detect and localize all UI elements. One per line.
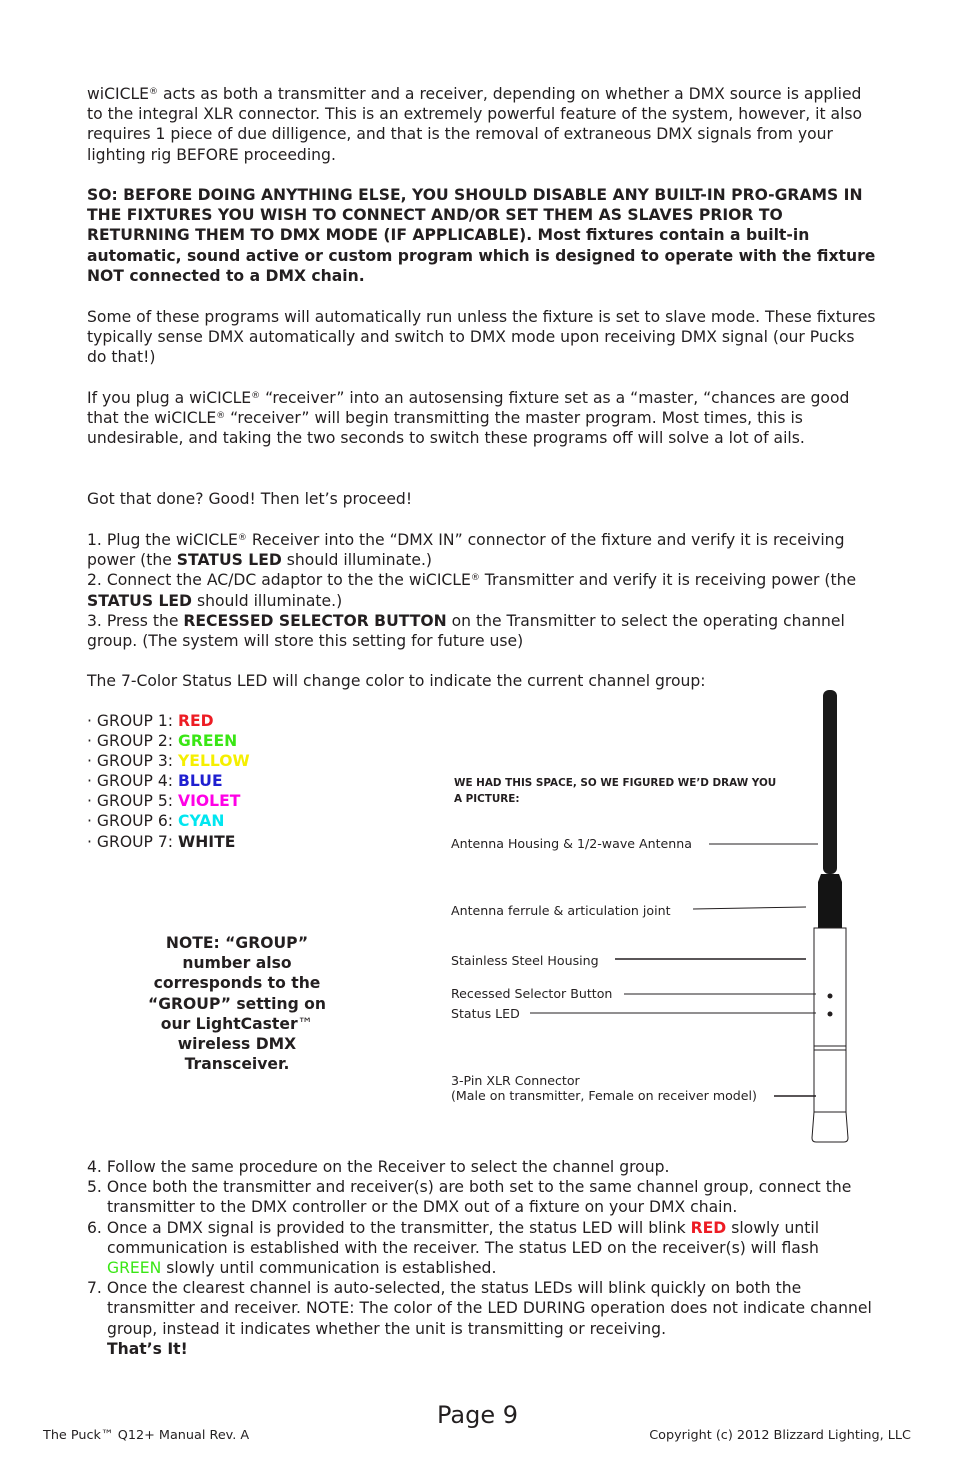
step-3-button-name: RECESSED SELECTOR BUTTON: [183, 611, 447, 630]
registered-mark: ®: [251, 391, 261, 401]
group-color: YELLOW: [178, 752, 250, 770]
group-color: VIOLET: [178, 792, 241, 810]
selector-button-dot: [828, 994, 833, 999]
step-1-text-a: 1. Plug the wiCICLE: [87, 531, 238, 549]
intro-text: acts as both a transmitter and a receiver, depending on whether a DMX source is applied to the integral XLR connector. This is an extremely powerful feature of the system, however, it also requires 1 piece of due dilligence, and that is the removal of extraneous DMX signals from your lighting rig BEFORE proceeding.: [87, 85, 863, 164]
status-led-dot: [828, 1012, 833, 1017]
step-5: 5. Once both the transmitter and receiver(s) are both set to the same channel group, connect the transmitter to the DMX controller or the DMX out of a fixture on your DMX chain.: [87, 1178, 852, 1217]
ferrule-shape: [818, 874, 842, 928]
group-color: BLUE: [178, 772, 223, 790]
callout-xlr-1: 3-Pin XLR Connector: [451, 1073, 580, 1088]
step-2-text-d: should illuminate.): [192, 591, 343, 610]
callout-status-led: Status LED: [451, 1006, 520, 1021]
leader-line-ferrule: [693, 907, 806, 909]
group-label: · GROUP 3:: [87, 752, 179, 770]
footer-left: The Puck™ Q12+ Manual Rev. A: [43, 1428, 250, 1443]
group-label: · GROUP 1:: [87, 712, 179, 730]
proceed-line: Got that done? Good! Then let’s proceed!: [87, 490, 413, 508]
note-text-a: NOTE: “GROUP” number also corresponds to the “GROUP” setting on our LightCaster: [148, 934, 326, 1033]
housing-shape: [814, 928, 846, 1112]
master-text-b: “receiver” into an autosensing fixture set as a “master, “chances are good that the wiCICLE: [87, 389, 850, 428]
group-color: GREEN: [178, 732, 238, 750]
group-label: · GROUP 6:: [87, 812, 179, 830]
footer-right: Copyright (c) 2012 Blizzard Lighting, LLC: [649, 1428, 911, 1443]
step-1-status-led: STATUS LED: [176, 551, 282, 570]
group-label: · GROUP 5:: [87, 792, 179, 810]
step-7: [87, 1278, 877, 1359]
trademark-mark: ™: [297, 1014, 314, 1033]
callout-housing: Stainless Steel Housing: [451, 953, 599, 968]
callout-ferrule: Antenna ferrule & articulation joint: [451, 903, 671, 918]
antenna-shape: [823, 690, 837, 874]
group-label: · GROUP 7:: [87, 833, 179, 851]
master-text-c: “receiver” will begin transmitting the master program. Most times, this is undesirable, and taking the two seconds to switch these programs off will solve a lot of ails.: [87, 409, 805, 448]
registered-mark: ®: [216, 411, 226, 422]
brand-name: wiCICLE: [87, 85, 150, 103]
group-label: · GROUP 4:: [87, 772, 179, 790]
step-3-text-c: on the Transmitter to select the operating channel group. (The system will store this setting for future use): [87, 611, 845, 651]
page-number: Page 9: [437, 1401, 518, 1429]
group-color: RED: [178, 712, 214, 730]
registered-mark: ®: [237, 533, 247, 543]
step-6-red: RED: [690, 1218, 727, 1237]
callout-xlr-2: (Male on transmitter, Female on receiver model): [451, 1088, 757, 1103]
group-color: CYAN: [178, 812, 225, 830]
step-6: [87, 1218, 877, 1279]
registered-mark: ®: [149, 87, 159, 97]
warning-paragraph: SO: BEFORE DOING ANYTHING ELSE, YOU SHOULD DISABLE ANY BUILT-IN PRO-GRAMS IN THE FIXTURES YOU WISH TO CONNECT AND/OR SET THEM AS SLAVES PRIOR TO RETURNING THEM TO DMX MODE (IF APPLICABLE). Most fixtures contain a built-in automatic, sound active or custom program which is designed to operate with the fixture NOT connected to a DMX chain.: [87, 186, 876, 285]
master-text-a: If you plug a wiCICLE: [87, 389, 252, 407]
group-color: WHITE: [178, 833, 236, 851]
step-6-text-b: slowly until communication is established with the receiver. The status LED on the receiver(s) will flash: [107, 1218, 820, 1257]
step-4: 4. Follow the same procedure on the Receiver to select the channel group.: [87, 1158, 670, 1176]
thats-it: That’s It!: [107, 1339, 188, 1358]
step-6-text-a: 6. Once a DMX signal is provided to the transmitter, the status LED will blink: [87, 1218, 691, 1237]
step-6-green: GREEN: [107, 1259, 162, 1278]
step-2-text-b: Transmitter and verify it is receiving power (the: [479, 571, 857, 590]
step-2-status-led: STATUS LED: [87, 591, 193, 610]
slave-mode-paragraph: Some of these programs will automatically run unless the fixture is set to slave mode. These fixtures typically sense DMX automatically and switch to DMX mode upon receiving DMX signal (our Pucks do that!): [87, 308, 876, 367]
steps-4-7: [87, 1157, 877, 1359]
callout-antenna: Antenna Housing & 1/2-wave Antenna: [451, 836, 692, 851]
step-7-text: 7. Once the clearest channel is auto-selected, the status LEDs will blink quickly on both the transmitter and receiver. NOTE: The color of the LED DURING operation does not indicate channel group, instead it indicates whether the unit is transmitting or receiving.: [87, 1279, 872, 1338]
group-label: · GROUP 2:: [87, 732, 179, 750]
step-1-text-d: should illuminate.): [281, 551, 432, 570]
step-1-text-b: Receiver into the “DMX IN” connector of the fixture and verify it is receiving power (the: [87, 531, 845, 570]
step-2-text-a: 2. Connect the AC/DC adaptor to the the wiCICLE: [87, 571, 471, 590]
diagram-heading: WE HAD THIS SPACE, SO WE FIGURED WE’D DRAW YOU A PICTURE:: [454, 777, 777, 805]
step-6-text-c: slowly until communication is established.: [161, 1259, 497, 1278]
led-intro: The 7-Color Status LED will change color to indicate the current channel group:: [87, 672, 706, 690]
registered-mark: ®: [470, 573, 480, 584]
note-text-b: wireless DMX Transceiver.: [177, 1035, 297, 1074]
callout-selector-button: Recessed Selector Button: [451, 986, 613, 1001]
xlr-connector-shape: [812, 1112, 848, 1142]
step-3-text-a: 3. Press the: [87, 611, 184, 630]
